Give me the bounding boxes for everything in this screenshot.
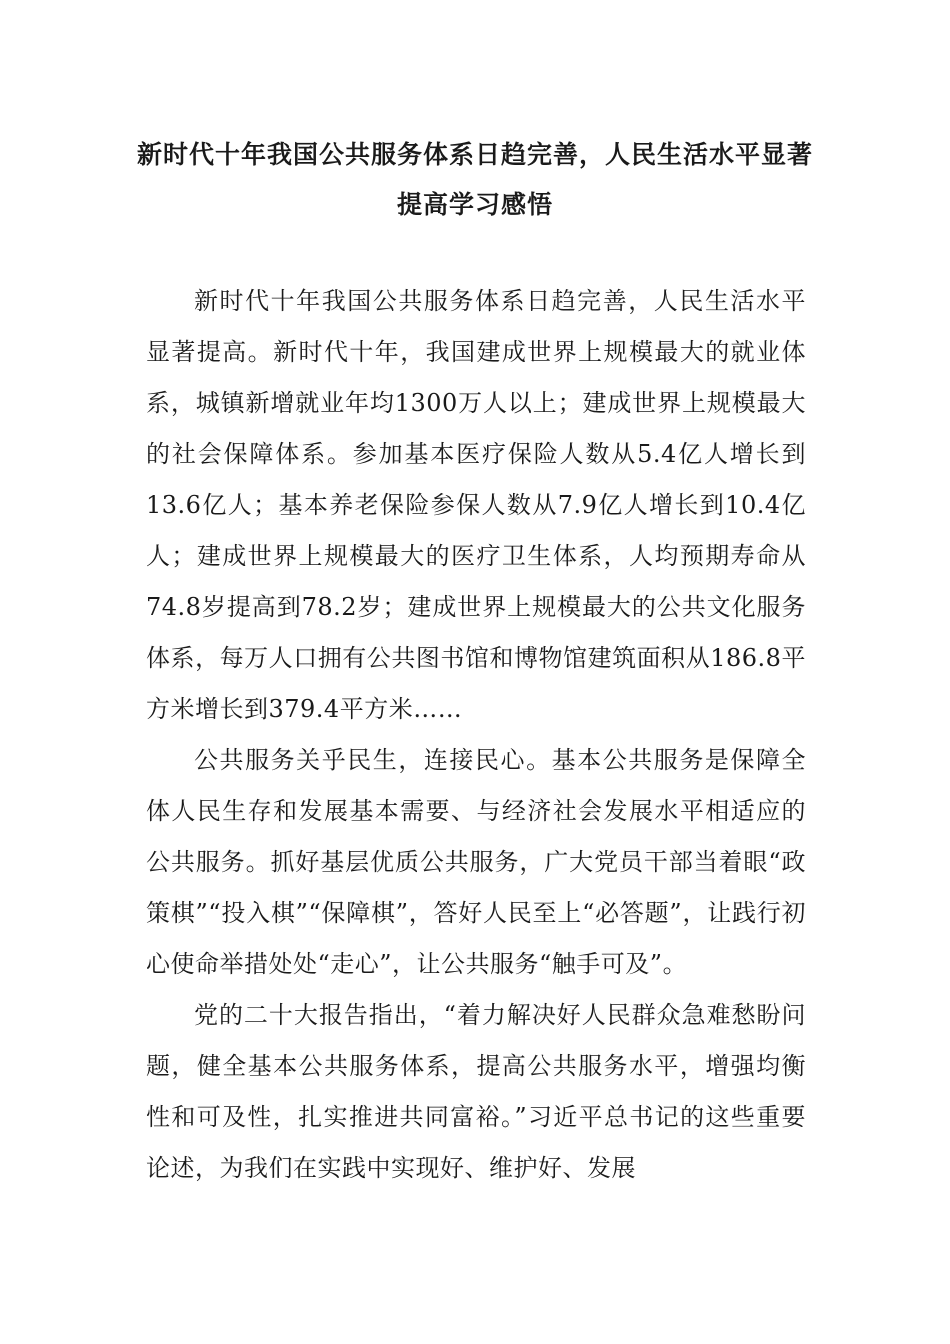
paragraph-1: 新时代十年我国公共服务体系日趋完善，人民生活水平显著提高。新时代十年，我国建成世界上规模最大的就业体系，城镇新增就业年均1300万人以上；建成世界上规模最大的社会保障体系。参加基本医疗保险人数从5.4亿人增长到13.6亿人；基本养老保险参保人数从7.9亿人增长到10.4亿人；建成世界上规模最大的医疗卫生体系，人均预期寿命从74.8岁提高到78.2岁；建成世界上规模最大的公共文化服务体系，每万人口拥有公共图书馆和博物馆建筑面积从186.8平方米增长到379.4平方米……: [146, 287, 806, 723]
paragraph-3: 党的二十大报告指出，“着力解决好人民群众急难愁盼问题，健全基本公共服务体系，提高公共服务水平，增强均衡性和可及性，扎实推进共同富裕。”习近平总书记的这些重要论述，为我们在实践中实现好、维护好、发展: [146, 1001, 806, 1182]
paragraph-2: 公共服务关乎民生，连接民心。基本公共服务是保障全体人民生存和发展基本需要、与经济社会发展水平相适应的公共服务。抓好基层优质公共服务，广大党员干部当着眼“政策棋”“投入棋”“保障棋”，答好人民至上“必答题”，让践行初心使命举措处处“走心”，让公共服务“触手可及”。: [146, 746, 806, 978]
document-title: 新时代十年我国公共服务体系日趋完善，人民生活水平显著提高学习感悟: [136, 140, 813, 219]
document-body: [146, 276, 806, 1194]
